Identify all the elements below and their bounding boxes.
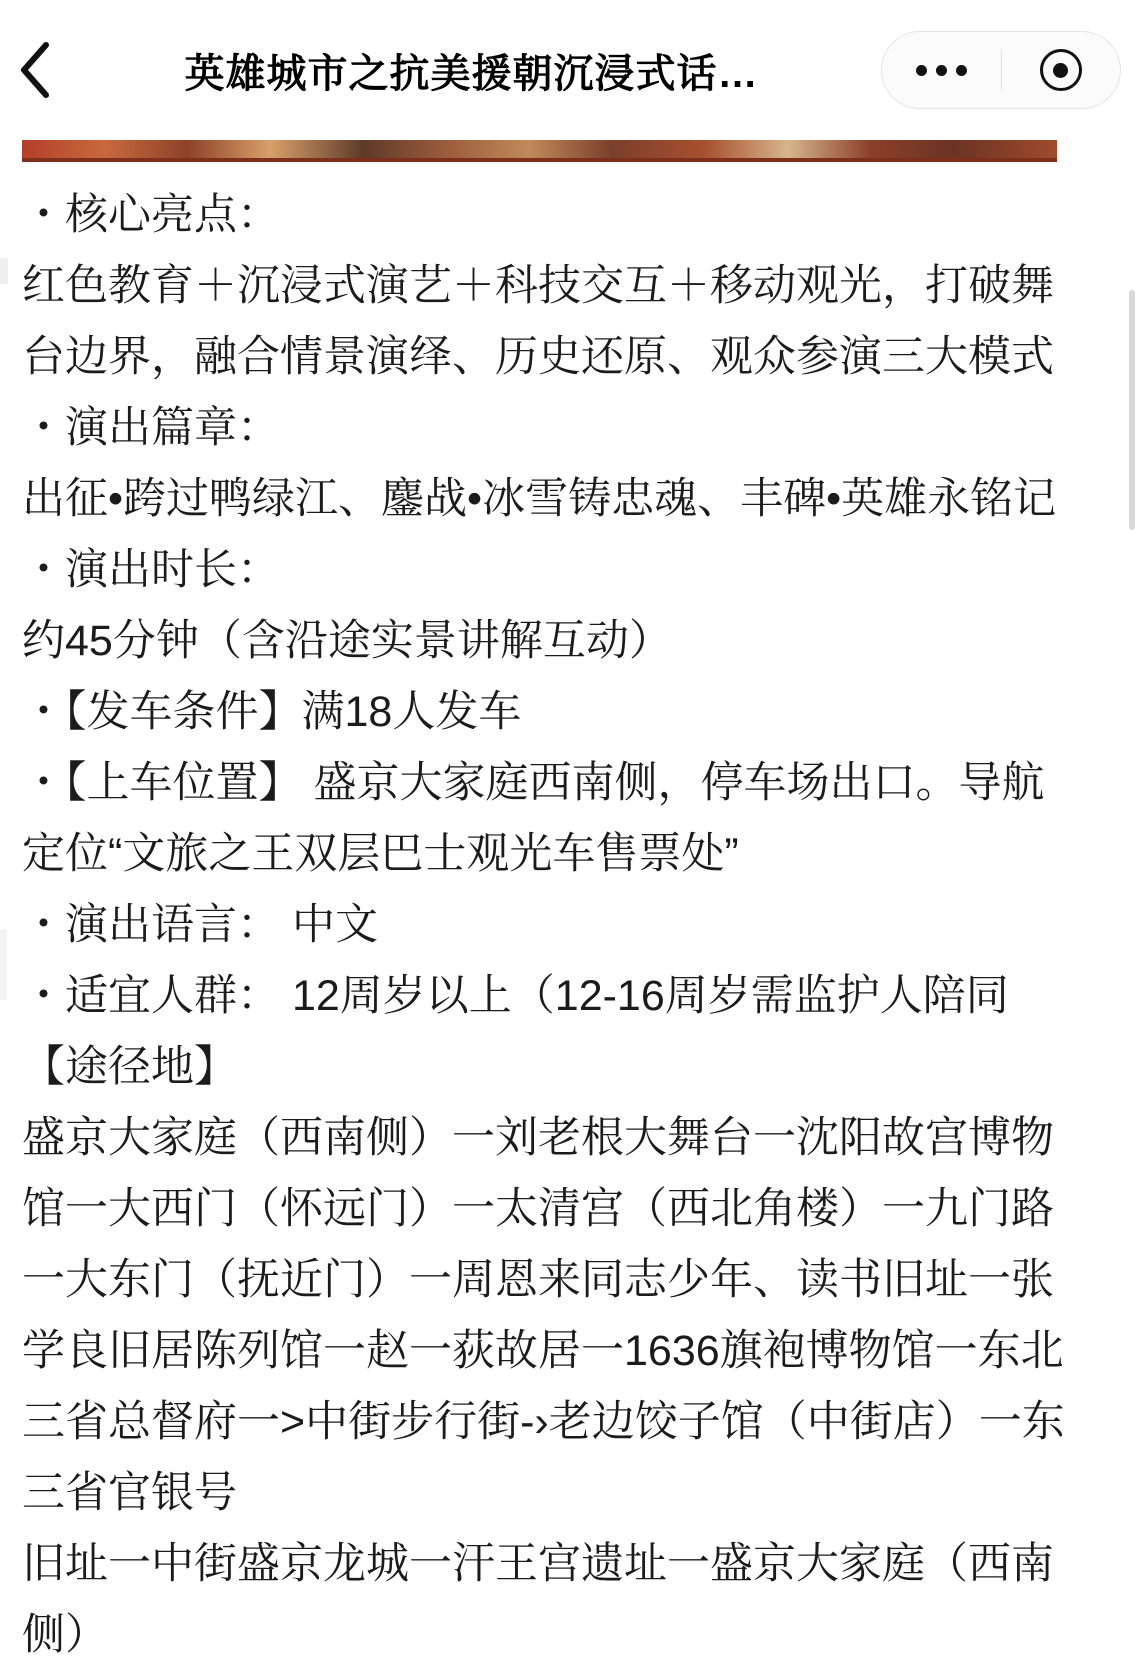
- article-line: 学良旧居陈列馆一赵一荻故居一1636旗袍博物馆一东北: [22, 1327, 1064, 1375]
- article-line: 盛京大家庭（西南侧）一刘老根大舞台一沈阳故宫博物: [22, 1114, 1054, 1162]
- article-body: [0, 162, 1139, 1671]
- article-line: 侧）: [22, 1611, 108, 1659]
- article-line: 出征•跨过鸭绿江、鏖战•冰雪铸忠魂、丰碑•英雄永铭记: [22, 475, 1057, 523]
- article-line: 三省官银号: [22, 1469, 237, 1517]
- article-line: 约45分钟（含沿途实景讲解互动）: [22, 617, 672, 665]
- more-dots-icon: [916, 65, 967, 76]
- article-line: ・演出时长：: [22, 546, 280, 594]
- article-line: ・【发车条件】满18人发车: [22, 688, 522, 736]
- article-line: ・适宜人群： 12周岁以上（12-16周岁需监护人陪同: [22, 972, 1009, 1020]
- article-line: 台边界，融合情景演绎、历史还原、观众参演三大模式: [22, 333, 1054, 381]
- target-circle-icon: [1040, 49, 1082, 91]
- article-line: ・演出篇章：: [22, 404, 280, 452]
- mini-program-capsule: [881, 31, 1121, 109]
- article-line: 馆一大西门（怀远门）一太清宫（西北角楼）一九门路: [22, 1185, 1054, 1233]
- article-line: 三省总督府一>中街步行街-›老边饺子馆（中街店）一东: [22, 1398, 1065, 1446]
- back-button[interactable]: [18, 30, 72, 110]
- article-line: ・核心亮点：: [22, 191, 280, 239]
- article-line: 一大东门（抚近门）一周恩来同志少年、读书旧址一张: [22, 1256, 1054, 1304]
- article-scroll-area[interactable]: [0, 140, 1139, 1659]
- article-line: ・演出语言： 中文: [22, 901, 378, 949]
- article-line: 定位“文旅之王双层巴士观光车售票处”: [22, 830, 739, 878]
- article-line: 【途径地】: [22, 1043, 237, 1091]
- article-line: 红色教育＋沉浸式演艺＋科技交互＋移动观光，打破舞: [22, 262, 1054, 310]
- close-button[interactable]: [1002, 32, 1121, 108]
- more-menu-button[interactable]: [882, 32, 1001, 108]
- chevron-left-icon: [18, 42, 52, 98]
- article-header-image: [22, 140, 1057, 162]
- article-line: 旧址一中街盛京龙城一汗王宫遗址一盛京大家庭（西南: [22, 1540, 1054, 1588]
- page-title: 英雄城市之抗美援朝沉浸式话…: [184, 51, 759, 96]
- article-line: ・【上车位置】 盛京大家庭西南侧，停车场出口。导航: [22, 759, 1045, 807]
- top-navigation-bar: [0, 0, 1139, 140]
